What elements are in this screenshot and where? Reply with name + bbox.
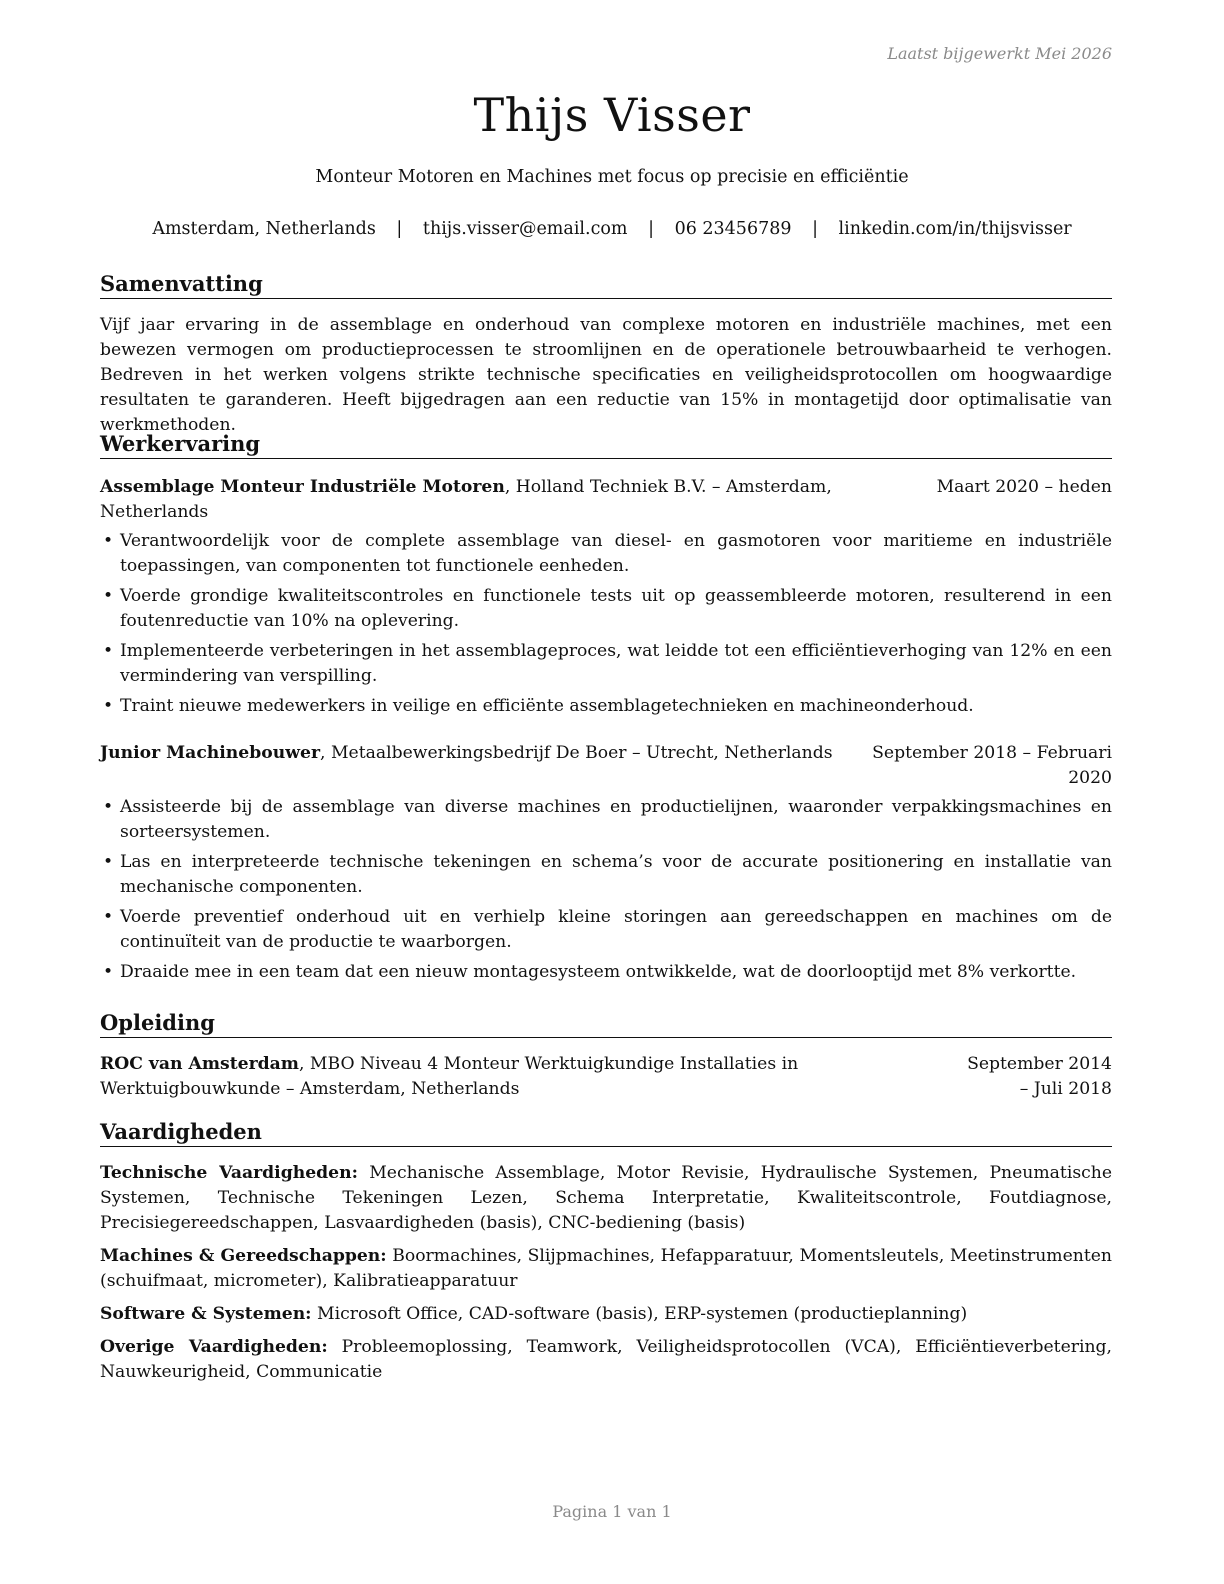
contact-line [0, 219, 1224, 239]
bullet-icon: • [103, 641, 114, 661]
job-role: Junior Machinebouwer [100, 743, 321, 763]
page-number: Pagina 1 van 1 [552, 1502, 672, 1521]
list-item [100, 850, 1112, 900]
bullet-icon: • [103, 852, 114, 872]
list-item [100, 905, 1112, 955]
skill-values: Boormachines, Slijpmachines, Hefapparatuur, Momentsleutels, Meetinstrumenten (schuifmaat, micrometer), Kalibratieapparatuur [100, 1246, 1112, 1291]
bullet-text: Verantwoordelijk voor de complete assemblage van diesel- en gasmotoren voor maritieme en industriële toepassingen, van componenten tot functionele eenheden. [120, 531, 1112, 576]
bullet-text: Assisteerde bij de assemblage van diverse machines en productielijnen, waaronder verpakkingsmachines en sorteersystemen. [120, 797, 1112, 842]
skill-group [100, 1302, 1112, 1327]
job-bullets [100, 795, 1112, 985]
skill-label: Technische Vaardigheden: [100, 1163, 358, 1183]
bullet-icon: • [103, 907, 114, 927]
skill-values: Probleemoplossing, Teamwork, Veiligheidsprotocollen (VCA), Efficiëntieverbetering, Nauwkeurigheid, Communicatie [100, 1337, 1112, 1382]
contact-separator: | [396, 219, 403, 239]
education-entry [100, 1052, 1112, 1102]
summary-text: Vijf jaar ervaring in de assemblage en onderhoud van complexe motoren en industriële machines, met een bewezen vermogen om productieprocessen te stroomlijnen en de operationele betrouwbaarheid te verhogen. Bedreven in het werken volgens strikte technische specificaties en veiligheidsprotocollen om hoogwaardige resultaten te garanderen. Heeft bijgedragen aan een reductie van 15% in montagetijd door optimalisatie van werkmethoden. [100, 315, 1112, 435]
education-program: , MBO Niveau 4 Monteur Werktuigkundige Installaties in Werktuigbouwkunde – Amsterdam, Netherlands [100, 1054, 799, 1099]
section-title-summary: Samenvatting [100, 271, 1112, 299]
bullet-text: Las en interpreteerde technische tekeningen en schema’s voor de accurate positionering en installatie van mechanische componenten. [120, 852, 1112, 897]
list-item [100, 795, 1112, 845]
bullet-icon: • [103, 696, 114, 716]
last-updated-note: Laatst bijgewerkt Mei 2026 [887, 44, 1112, 63]
education-dates: September 2014 – Juli 2018 [967, 1054, 1112, 1099]
bullet-icon: • [103, 962, 114, 982]
job-bullets [100, 529, 1112, 719]
contact-linkedin[interactable]: linkedin.com/in/thijsvisser [838, 219, 1072, 239]
bullet-text: Voerde grondige kwaliteitscontroles en functionele tests uit op geassembleerde motoren, resulterend in een foutenreductie van 10% na oplevering. [120, 586, 1112, 631]
bullet-text: Draaide mee in een team dat een nieuw montagesysteem ontwikkelde, wat de doorlooptijd met 8% verkortte. [120, 962, 1077, 982]
contact-phone[interactable]: 06 23456789 [674, 219, 792, 239]
job-title-line [100, 741, 872, 791]
job-role: Assemblage Monteur Industriële Motoren [100, 477, 505, 497]
job-dates: September 2018 – Februari 2020 [872, 743, 1112, 788]
skill-values: Microsoft Office, CAD-software (basis), ERP-systemen (productieplanning) [317, 1304, 968, 1324]
bullet-icon: • [103, 531, 114, 551]
contact-email[interactable]: thijs.visser@email.com [422, 219, 628, 239]
section-title-experience: Werkervaring [100, 431, 1112, 459]
skill-group [100, 1161, 1112, 1236]
job-header [100, 741, 1112, 791]
bullet-icon: • [103, 586, 114, 606]
section-title-skills: Vaardigheden [100, 1119, 1112, 1147]
job-company: , Holland Techniek B.V. – Amsterdam, Netherlands [100, 477, 832, 522]
section-title-education: Opleiding [100, 1010, 1112, 1038]
skill-values: Mechanische Assemblage, Motor Revisie, Hydraulische Systemen, Pneumatische Systemen, Technische Tekeningen Lezen, Schema Interpretatie, Kwaliteitscontrole, Foutdiagnose, Precisiegereedschappen, Lasvaardigheden (basis), CNC-bediening (basis) [100, 1163, 1113, 1233]
education-title-line [100, 1052, 962, 1102]
contact-separator: | [648, 219, 654, 239]
contact-separator: | [812, 219, 818, 239]
list-item [100, 694, 1112, 719]
education-school: ROC van Amsterdam [100, 1054, 299, 1074]
bullet-text: Voerde preventief onderhoud uit en verhielp kleine storingen aan gereedschappen en machines om de continuïteit van de productie te waarborgen. [120, 907, 1112, 952]
tagline: Monteur Motoren en Machines met focus op precisie en efficiëntie [315, 167, 909, 187]
contact-location: Amsterdam, Netherlands [152, 219, 376, 239]
list-item [100, 960, 1112, 985]
job-title-line [100, 475, 937, 525]
skill-label: Software & Systemen: [100, 1304, 312, 1324]
job-header [100, 475, 1112, 525]
bullet-text: Traint nieuwe medewerkers in veilige en efficiënte assemblagetechnieken en machineonderhoud. [120, 696, 974, 716]
skill-group [100, 1335, 1112, 1385]
bullet-text: Implementeerde verbeteringen in het assemblageproces, wat leidde tot een efficiëntieverhoging van 12% en een vermindering van verspilling. [120, 641, 1112, 686]
experience-section [100, 431, 1112, 990]
skill-group [100, 1244, 1112, 1294]
skill-label: Machines & Gereedschappen: [100, 1246, 387, 1266]
skill-label: Overige Vaardigheden: [100, 1337, 328, 1357]
candidate-name: Thijs Visser [473, 88, 751, 142]
list-item [100, 529, 1112, 579]
education-section [100, 1010, 1112, 1102]
list-item [100, 584, 1112, 634]
list-item [100, 639, 1112, 689]
job-dates: Maart 2020 – heden [936, 477, 1112, 497]
job-entry [100, 475, 1112, 719]
summary-section [100, 271, 1112, 438]
job-company: , Metaalbewerkingsbedrijf De Boer – Utrecht, Netherlands [320, 743, 833, 763]
bullet-icon: • [103, 797, 114, 817]
job-entry [100, 741, 1112, 985]
skills-section [100, 1119, 1112, 1393]
